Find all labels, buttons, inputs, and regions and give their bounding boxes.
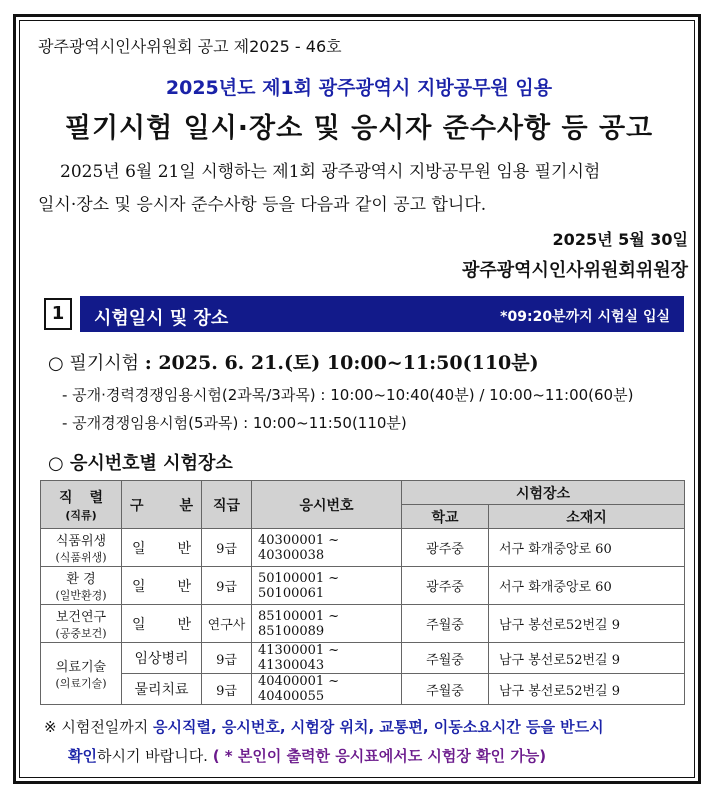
cell-range: 50100001 ~ 50100061 <box>252 567 402 605</box>
cell-series: 식품위생 (식품위생) <box>41 529 122 567</box>
cell-grade: 9급 <box>202 643 252 674</box>
exam-datetime <box>48 348 539 375</box>
footer-highlight-2: 확인 <box>68 747 97 765</box>
header-series: 직 렬 (직류) <box>41 481 122 529</box>
cell-grade: 9급 <box>202 674 252 705</box>
title-line-1: 2025년도 제1회 광주광역시 지방공무원 임용 <box>165 77 553 99</box>
cell-range: 40300001 ~ 40300038 <box>252 529 402 567</box>
cell-address: 남구 봉선로52번길 9 <box>489 674 685 705</box>
cell-address: 서구 화개중앙로 60 <box>489 529 685 567</box>
cell-grade: 9급 <box>202 567 252 605</box>
header-school: 학교 <box>402 505 489 529</box>
cell-grade: 9급 <box>202 529 252 567</box>
table-row <box>41 674 685 705</box>
cell-division: 일 반 <box>122 567 202 605</box>
table-row <box>41 605 685 643</box>
notice-number: 광주광역시인사위원회 공고 제2025 - 46호 <box>38 37 342 56</box>
cell-series: 보건연구 (공중보건) <box>41 605 122 643</box>
venue-heading: ○ 응시번호별 시험장소 <box>48 453 233 474</box>
section-number: 1 <box>44 298 72 330</box>
cell-school: 주월중 <box>402 643 489 674</box>
cell-series: 환 경 (일반환경) <box>41 567 122 605</box>
cell-school: 광주중 <box>402 529 489 567</box>
cell-range: 41300001 ~ 41300043 <box>252 643 402 674</box>
header-venue: 시험장소 <box>402 481 685 505</box>
exam-value: : 2025. 6. 21.(토) 10:00~11:50(110분) <box>144 352 539 374</box>
cell-division: 일 반 <box>122 605 202 643</box>
cell-range: 40400001 ~ 40400055 <box>252 674 402 705</box>
footer-line-1 <box>44 716 604 737</box>
body-line-1: 2025년 6월 21일 시행하는 제1회 광주광역시 지방공무원 임용 필기시험 <box>60 162 601 182</box>
exam-label: ○ 필기시험 <box>48 353 145 374</box>
table-row <box>41 567 685 605</box>
footer-note: ( * 본인이 출력한 응시표에서도 시험장 확인 가능) <box>212 747 547 765</box>
title-line-2: 필기시험 일시·장소 및 응시자 준수사항 등 공고 <box>64 113 654 144</box>
section-header-bar <box>80 296 684 332</box>
table-header-row <box>41 481 685 505</box>
cell-address: 남구 봉선로52번길 9 <box>489 605 685 643</box>
header-address: 소재지 <box>489 505 685 529</box>
issuer-name: 광주광역시인사위원회위원장 <box>461 260 688 281</box>
header-exam-number: 응시번호 <box>252 481 402 529</box>
cell-division: 물리치료 <box>122 674 202 705</box>
exam-sub-item-1: - 공개·경력경쟁임용시험(2과목/3과목) : 10:00~10:40(40분) / 10:00~11:00(60분) <box>62 386 634 404</box>
section-note: *09:20분까지 시험실 입실 <box>500 309 670 325</box>
venue-table <box>40 480 685 705</box>
section-title: 시험일시 및 장소 <box>94 308 229 329</box>
table-row <box>41 643 685 674</box>
notice-date: 2025년 5월 30일 <box>552 230 688 249</box>
exam-sub-item-2: - 공개경쟁임용시험(5과목) : 10:00~11:50(110분) <box>62 414 407 432</box>
cell-address: 남구 봉선로52번길 9 <box>489 643 685 674</box>
cell-address: 서구 화개중앙로 60 <box>489 567 685 605</box>
cell-school: 광주중 <box>402 567 489 605</box>
cell-range: 85100001 ~ 85100089 <box>252 605 402 643</box>
header-division: 구 분 <box>122 481 202 529</box>
cell-series: 의료기술 (의료기술) <box>41 643 122 705</box>
footer-highlight-1: 응시직렬, 응시번호, 시험장 위치, 교통편, 이동소요시간 등을 반드시 <box>153 718 604 736</box>
footer-line-2 <box>68 745 546 766</box>
cell-division: 일 반 <box>122 529 202 567</box>
footer-mark: ※ 시험전일까지 <box>44 718 154 736</box>
header-grade: 직급 <box>202 481 252 529</box>
cell-division: 임상병리 <box>122 643 202 674</box>
cell-school: 주월중 <box>402 674 489 705</box>
cell-school: 주월중 <box>402 605 489 643</box>
footer-rest: 하시기 바랍니다. <box>96 747 213 765</box>
body-line-2: 일시·장소 및 응시자 준수사항 등을 다음과 같이 공고 합니다. <box>38 195 487 215</box>
table-row <box>41 529 685 567</box>
cell-grade: 연구사 <box>202 605 252 643</box>
